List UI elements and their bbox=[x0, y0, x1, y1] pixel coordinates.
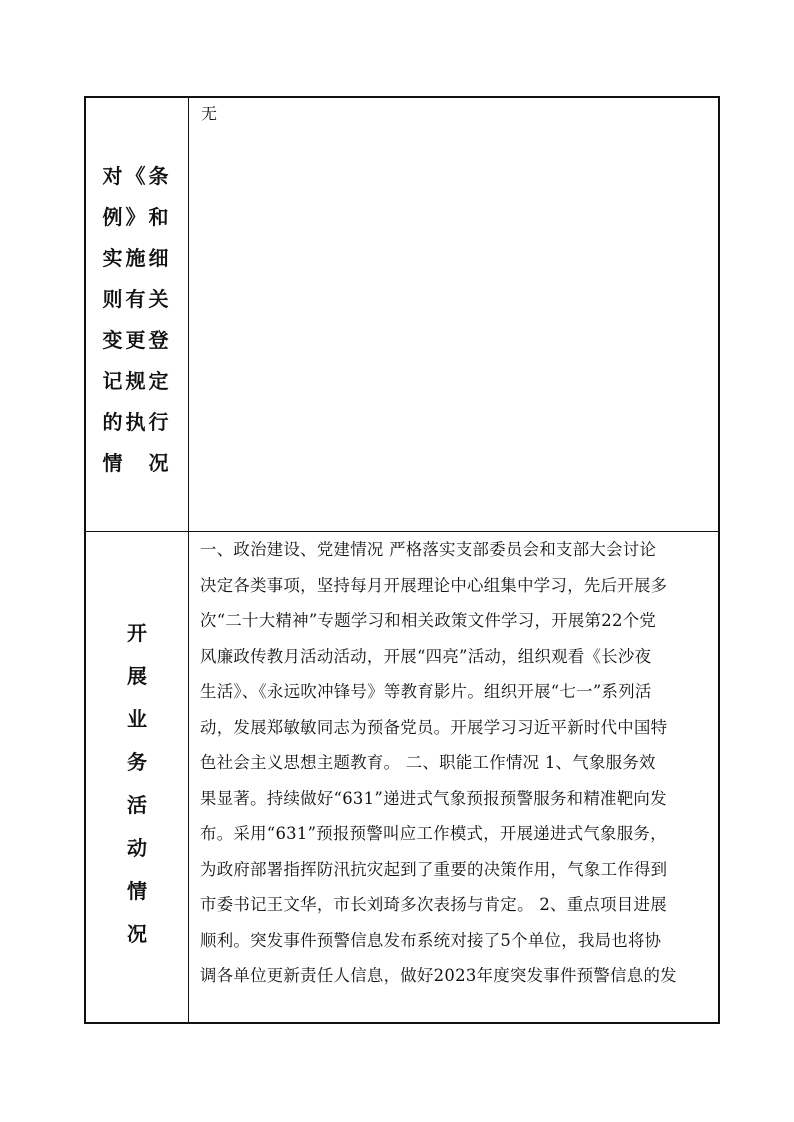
label-line: 实施细 bbox=[102, 246, 172, 270]
business-activities-content-cell bbox=[189, 532, 718, 1022]
text-line: 决定各类事项，坚持每月开展理论中心组集中学习，先后开展多 bbox=[200, 575, 668, 595]
text-line: 生活》、《永远吹冲锋号》等教育影片。组织开展“七一”系列活 bbox=[200, 682, 652, 701]
text-line: 顺利。突发事件预警信息发布系统对接了5个单位，我局也将协 bbox=[200, 930, 662, 950]
registration-form-table bbox=[84, 96, 720, 1024]
text-line: 一、政治建设、党建情况 严格落实支部委员会和支部大会讨论 bbox=[200, 540, 657, 559]
label-line: 例》和 bbox=[102, 205, 172, 229]
label-char: 开 bbox=[127, 621, 147, 645]
regulation-compliance-value: 无 bbox=[201, 104, 218, 123]
label-line: 则有关 bbox=[102, 287, 172, 311]
business-activities-text bbox=[200, 532, 708, 994]
label-char: 况 bbox=[127, 922, 147, 946]
business-activities-label bbox=[86, 612, 188, 956]
label-char: 活 bbox=[127, 793, 147, 817]
table-row-regulation-compliance bbox=[86, 98, 718, 532]
regulation-compliance-content-cell bbox=[189, 98, 718, 531]
text-line: 调各单位更新责任人信息，做好2023年度突发事件预警信息的发 bbox=[200, 966, 677, 985]
text-line: 布。采用“631”预报预警叫应工作模式，开展递进式气象服务， bbox=[200, 824, 667, 843]
label-line: 对《条 bbox=[102, 164, 172, 188]
regulation-compliance-label bbox=[86, 156, 188, 484]
label-char: 业 bbox=[127, 707, 147, 731]
label-char: 展 bbox=[127, 664, 147, 688]
text-line: 市委书记王文华，市长刘琦多次表扬与肯定。 2、重点项目进展 bbox=[200, 895, 667, 914]
label-char: 动 bbox=[127, 836, 147, 860]
label-char: 情 bbox=[127, 879, 147, 903]
text-line: 果显著。持续做好“631”递进式气象预报预警服务和精准靶向发 bbox=[200, 788, 667, 808]
label-line: 记规定 bbox=[102, 369, 172, 393]
table-row-business-activities bbox=[86, 532, 718, 1022]
text-line: 色社会主义思想主题教育。 二、职能工作情况 1、气象服务效 bbox=[200, 753, 656, 772]
label-char: 务 bbox=[127, 750, 147, 774]
business-activities-label-cell bbox=[86, 532, 189, 1022]
label-line: 的执行 bbox=[102, 410, 172, 434]
label-line: 情 况 bbox=[102, 451, 172, 475]
text-line: 风廉政传教月活动活动，开展“四亮”活动，组织观看《长沙夜 bbox=[200, 646, 652, 666]
text-line: 为政府部署指挥防汛抗灾起到了重要的决策作用，气象工作得到 bbox=[200, 859, 668, 879]
text-line: 动，发展郑敏敏同志为预备党员。开展学习习近平新时代中国特 bbox=[200, 717, 668, 737]
regulation-compliance-label-cell bbox=[86, 98, 189, 531]
label-line: 变更登 bbox=[102, 328, 172, 352]
text-line: 次“二十大精神”专题学习和相关政策文件学习，开展第22个党 bbox=[200, 611, 657, 630]
